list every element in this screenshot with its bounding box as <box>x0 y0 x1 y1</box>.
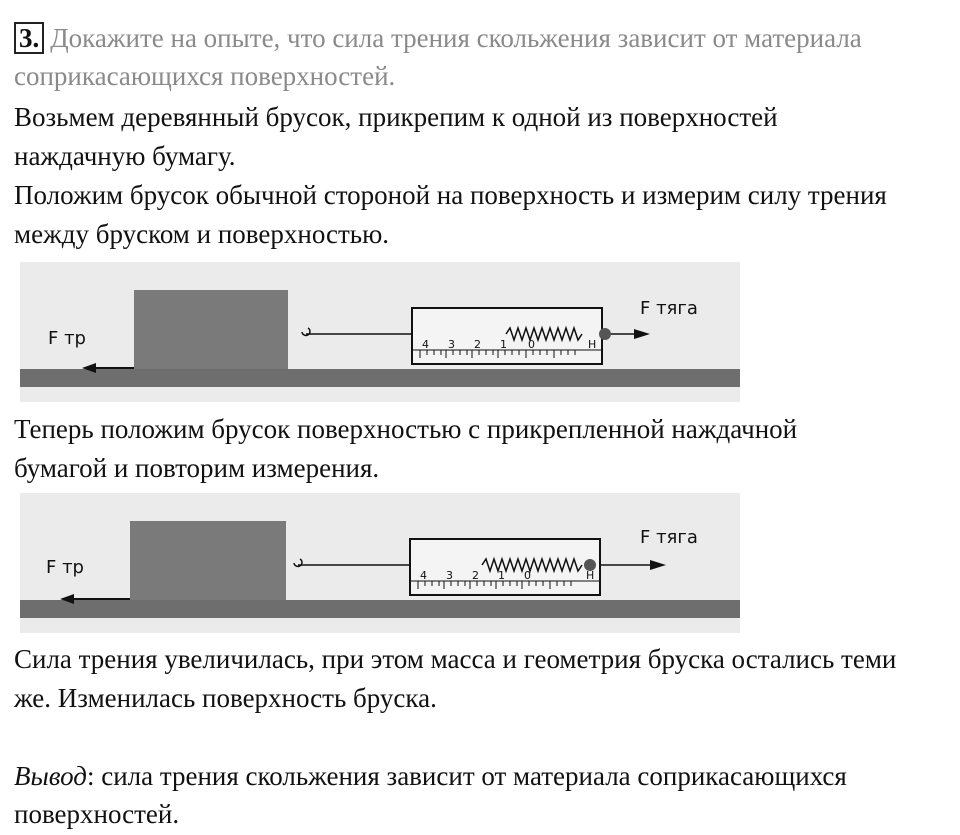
friction-label: F тр <box>48 328 86 349</box>
wooden-block <box>130 521 286 600</box>
experiment-figure-2 <box>20 493 740 633</box>
scale-number-1: 1 <box>500 338 507 351</box>
paragraph-2-line-1: Положим брусок обычной стороной на поверхность и измерим силу трения <box>14 180 887 210</box>
dynamometer <box>412 308 602 364</box>
wooden-block <box>134 290 288 369</box>
ground-surface <box>20 600 740 618</box>
conclusion-line-1 <box>14 758 847 794</box>
scale-number-1: 1 <box>498 569 505 582</box>
paragraph-3-line-2: бумагой и повторим измерения. <box>14 453 380 483</box>
paragraph-4-line-2: же. Изменилась поверхность бруска. <box>14 683 437 713</box>
scale-unit: Н <box>586 569 595 582</box>
scale-unit: Н <box>588 338 597 351</box>
scale-number-4: 4 <box>420 569 427 582</box>
conclusion-line-2: поверхностей. <box>14 799 180 829</box>
scale-number-4: 4 <box>422 338 429 351</box>
conclusion-text-1: : сила трения скольжения зависит от материала соприкасающихся <box>86 761 847 791</box>
spring-knob <box>599 328 611 340</box>
task-number: 3. <box>14 22 44 54</box>
scale-number-3: 3 <box>448 338 455 351</box>
scale-number-0: 0 <box>528 338 535 351</box>
pull-label: F тяга <box>640 527 698 548</box>
paragraph-4-line-1: Сила трения увеличилась, при этом масса и геометрия бруска остались теми <box>14 644 897 674</box>
ground-surface <box>20 369 740 387</box>
pull-label: F тяга <box>640 298 698 319</box>
scale-number-0: 0 <box>524 569 531 582</box>
paragraph-2-line-2: между бруском и поверхностью. <box>14 219 390 249</box>
friction-label: F тр <box>46 557 84 578</box>
conclusion-label: Вывод <box>14 761 87 791</box>
paragraph-3-line-1: Теперь положим брусок поверхностью с прикрепленной наждачной <box>14 414 798 444</box>
experiment-figure-1 <box>20 262 740 402</box>
scale-number-2: 2 <box>472 569 479 582</box>
task-text-1: Докажите на опыте, что сила трения скольжения зависит от материала <box>50 23 862 53</box>
paragraph-1-line-1: Возьмем деревянный брусок, прикрепим к одной из поверхностей <box>14 102 778 132</box>
task-line-2: соприкасающихся поверхностей. <box>14 61 396 91</box>
paragraph-1-line-2: наждачную бумагу. <box>14 141 236 171</box>
task-line-1 <box>14 20 862 56</box>
scale-number-3: 3 <box>446 569 453 582</box>
scale-number-2: 2 <box>474 338 481 351</box>
